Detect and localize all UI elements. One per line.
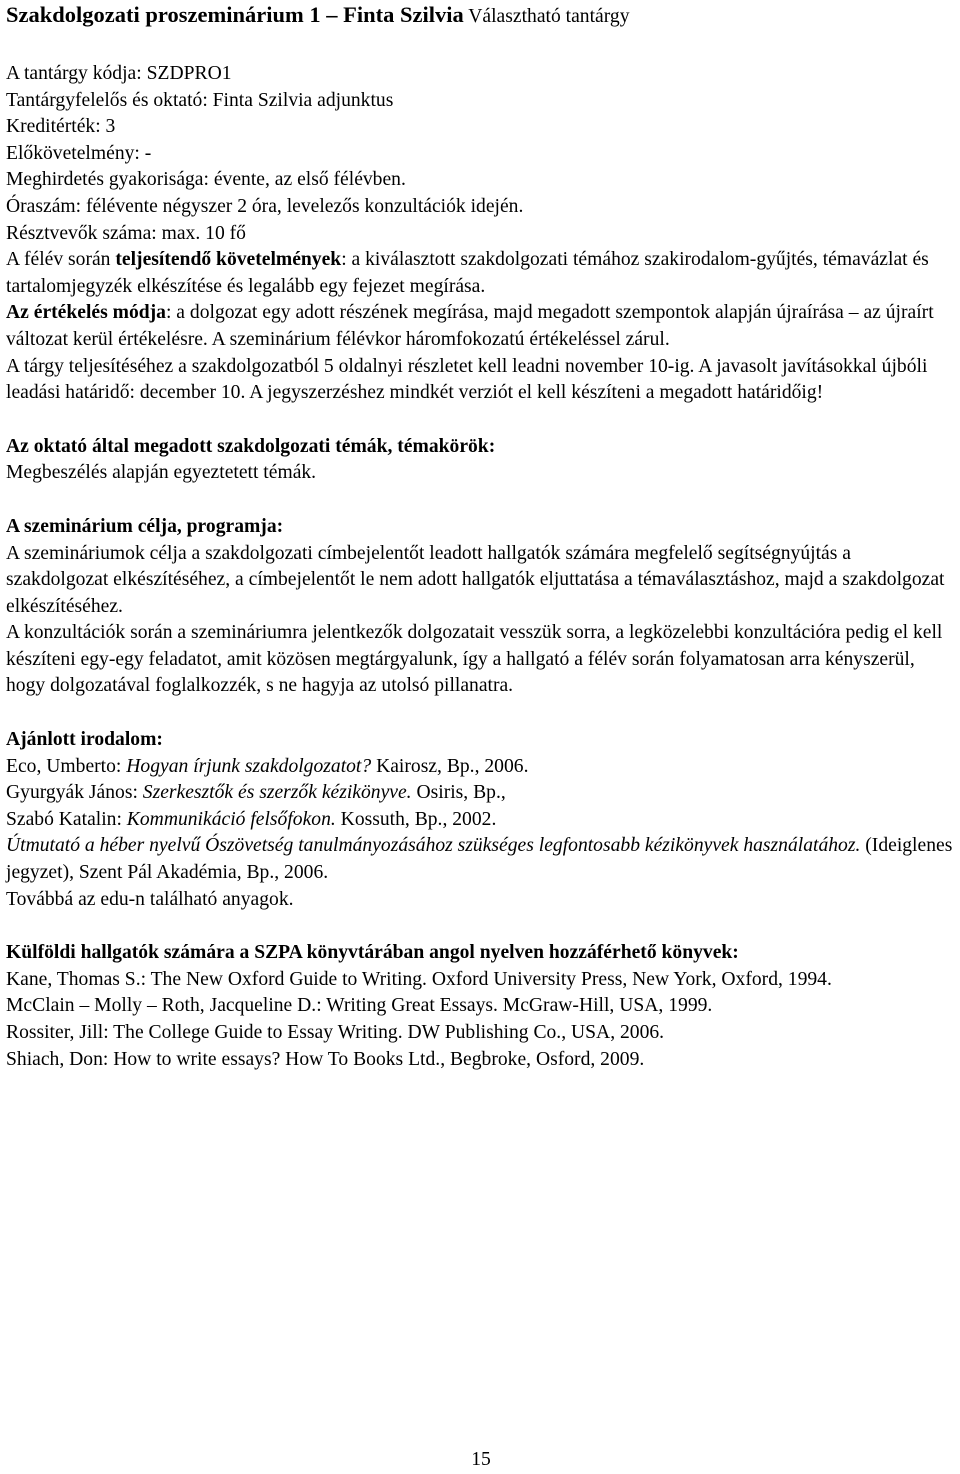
course-title-main: Szakdolgozati proszeminárium 1 – Finta Szilvia [6,2,464,27]
info-line-credit: Kreditérték: 3 [6,116,116,138]
foreign-item: McClain – Molly – Roth, Jacqueline D.: Writing Great Essays. McGraw-Hill, USA, 1999. [6,995,713,1017]
document-page [6,0,956,1470]
goal-heading: A szeminárium célja, programja: [6,515,284,537]
foreign-item: Shiach, Don: How to write essays? How To Books Ltd., Begbroke, Osford, 2009. [6,1048,645,1070]
literature-section [6,727,956,913]
course-title-sub: Választható tantárgy [468,6,630,27]
goal-paragraph-2: A konzultációk során a szemináriumra jelentkezők dolgozatait vesszük sorra, a legközelebbi konzultációra pedig el kell készíteni egy-egy feladatot, amit közösen megtárgyalunk, így a hallgató a félév során folyamatosan arra kényszerül, hogy dolgozatával foglalkozzék, s ne hagyja az utolsó pillanatra. [6,622,943,697]
course-info [6,61,956,407]
goal-paragraph-1: A szemináriumok célja a szakdolgozati címbejelentőt leadott hallgatók számára megfelelő segítségnyújtás a szakdolgozat elkészítéséhez, a címbejelentőt le nem adott hallgatók eljuttatása a témaválasztáshoz, majd a szakdolgozat elkészítéséhez. [6,542,945,617]
foreign-item: Rossiter, Jill: The College Guide to Essay Writing. DW Publishing Co., USA, 2006. [6,1022,665,1043]
info-line-prerequisite: Előkövetelmény: - [6,142,152,164]
goal-section [6,514,956,700]
requirements-paragraph: A félév során teljesítendő követelmények: a kiválasztott szakdolgozati témához szakirodalom-gyűjtés, témavázlat és tartalomjegyzék elkészítése és legalább egy fejezet megírása. [6,249,929,297]
literature-item: Eco, Umberto: Hogyan írjunk szakdolgozatot? Kairosz, Bp., 2006. [6,755,529,777]
literature-heading: Ajánlott irodalom: [6,729,163,751]
info-line-code: A tantárgy kódja: SZDPRO1 [6,63,232,84]
foreign-item: Kane, Thomas S.: The New Oxford Guide to Writing. Oxford University Press, New York, Oxford, 1994. [6,968,832,990]
topics-heading: Az oktató által megadott szakdolgozati témák, témakörök: [6,435,496,457]
literature-item: Szabó Katalin: Kommunikáció felsőfokon. Kossuth, Bp., 2002. [6,808,497,830]
literature-item: Gyurgyák János: Szerkesztők és szerzők kézikönyve. Osiris, Bp., [6,782,506,804]
foreign-heading: Külföldi hallgatók számára a SZPA könyvtárában angol nyelven hozzáférhető könyvek: [6,942,739,964]
info-line-hours: Óraszám: félévente négyszer 2 óra, levelezős konzultációk idején. [6,195,524,217]
info-line-instructor: Tantárgyfelelős és oktató: Finta Szilvia adjunktus [6,89,394,111]
info-line-participants: Résztvevők száma: max. 10 fő [6,222,246,244]
evaluation-label: Az értékelés módja [6,302,166,324]
topics-section [6,434,956,487]
deadline-paragraph: A tárgy teljesítéséhez a szakdolgozatból 5 oldalnyi részletet kell leadni november 10-ig. A javasolt javításokkal újbóli leadási határidő: december 10. A jegyszerzéshez mindkét verziót el kell készíteni a megadott határidőig! [6,355,928,404]
topics-text: Megbeszélés alapján egyeztetett témák. [6,462,317,484]
requirements-label: teljesítendő követelmények [115,249,342,271]
info-line-frequency: Meghirdetés gyakorisága: évente, az első félévben. [6,169,406,191]
literature-item: Útmutató a héber nyelvű Ószövetség tanulmányozásához szükséges legfontosabb kézikönyvek használatához. (Ideiglenes jegyzet), Szent Pál Akadémia, Bp., 2006. [6,835,953,884]
literature-item: Továbbá az edu-n található anyagok. [6,888,294,910]
course-title [6,1,956,31]
foreign-section [6,940,956,1073]
page-number: 15 [471,1449,491,1470]
evaluation-paragraph: Az értékelés módja: a dolgozat egy adott részének megírása, majd megadott szempontok alapján újraírása – az újraírt változat kerül értékelésre. A szeminárium félévkor háromfokozatú értékeléssel zárul. [6,302,934,350]
